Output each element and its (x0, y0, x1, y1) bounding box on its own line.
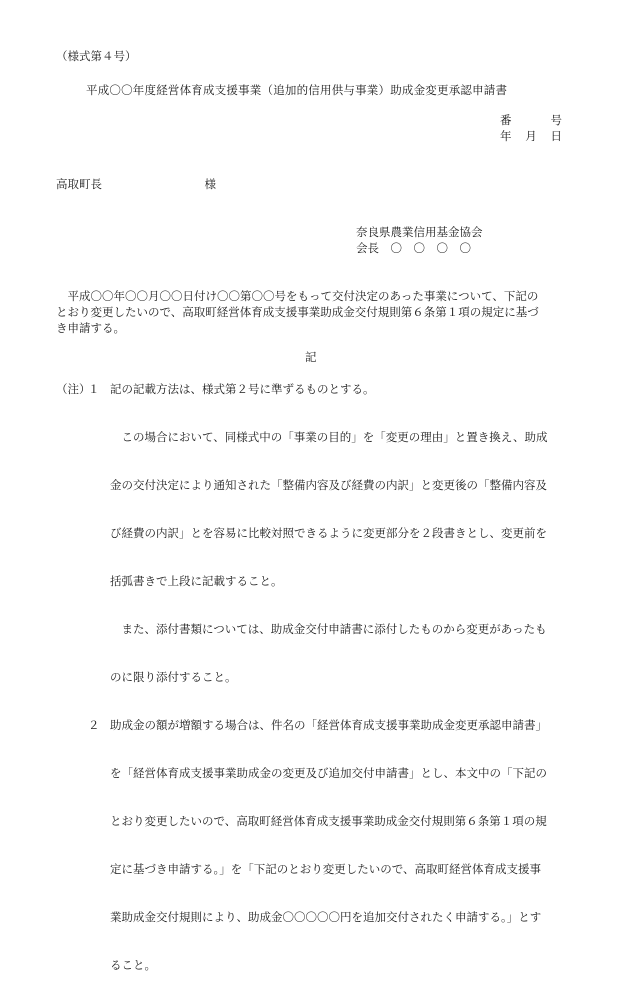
note-line: び経費の内訳」とを容易に比較対照できるように変更部分を２段書きとし、変更前を (110, 526, 547, 540)
number-label-char: 番 (500, 113, 512, 127)
note-line: のに限り添付すること。 (110, 670, 237, 684)
note-line: 業助成金交付規則により、助成金〇〇〇〇〇円を追加交付されたく申請する。」とす (110, 910, 542, 924)
note-text: 助成金の額が増額する場合は、件名の「経営体育成支援事業助成金変更承認申請書」 (110, 718, 547, 732)
sender-name: 会長 〇 〇 〇 〇 (356, 241, 471, 255)
ki-heading: 記 (305, 350, 317, 364)
number-label-char: 号 (550, 113, 562, 127)
document-title: 平成〇〇年度経営体育成支援事業（追加的信用供与事業）助成金変更承認申請書 (86, 83, 508, 97)
recipient (56, 176, 216, 192)
note-line: また、添付書類については、助成金交付申請書に添付したものから変更があったも (110, 622, 547, 636)
body-line: 平成〇〇年〇〇月〇〇日付け〇〇第〇〇号をもって交付決定のあった事業について、下記の (56, 289, 539, 303)
date-label-day: 日 (550, 129, 562, 143)
note-line: 金の交付決定により通知された「整備内容及び経費の内訳」と変更後の「整備内容及 (110, 478, 547, 492)
note-2-sub-block (110, 733, 580, 1005)
document-date-label (500, 128, 562, 144)
document-number-label (500, 112, 562, 128)
note-item-1 (56, 381, 580, 397)
body-paragraph (56, 288, 576, 336)
recipient-name: 高取町長 (56, 177, 102, 191)
notes-section (56, 381, 580, 1005)
note-1-sub-block (110, 397, 580, 717)
note-line: この場合において、同様式中の「事業の目的」を「変更の理由」と置き換え、助成 (110, 430, 548, 444)
date-label-year: 年 (500, 129, 512, 143)
date-label-month: 月 (525, 129, 537, 143)
note-line: とおり変更したいので、高取町経営体育成支援事業助成金交付規則第６条第１項の規 (110, 814, 547, 828)
note-number: １ (88, 382, 100, 396)
body-line: き申請する。 (56, 321, 125, 335)
note-line: を「経営体育成支援事業助成金の変更及び追加交付申請書」とし、本文中の「下記の (110, 766, 547, 780)
body-line: とおり変更したいので、高取町経営体育成支援事業助成金交付規則第６条第１項の規定に基づ (56, 305, 539, 319)
note-number: ２ (88, 718, 100, 732)
note-text: 記の記載方法は、様式第２号に準ずるものとする。 (110, 382, 375, 396)
note-line: 括弧書きで上段に記載すること。 (110, 574, 283, 588)
recipient-honorific: 様 (204, 177, 216, 191)
note-line: ること。 (110, 958, 156, 972)
sender-organization: 奈良県農業信用基金協会 (356, 225, 483, 239)
note-item-2 (56, 717, 580, 733)
notes-prefix: （注） (56, 382, 91, 396)
form-label: （様式第４号） (56, 49, 137, 63)
note-line: 定に基づき申請する。」を「下記のとおり変更したいので、高取町経営体育成支援事 (110, 862, 542, 876)
